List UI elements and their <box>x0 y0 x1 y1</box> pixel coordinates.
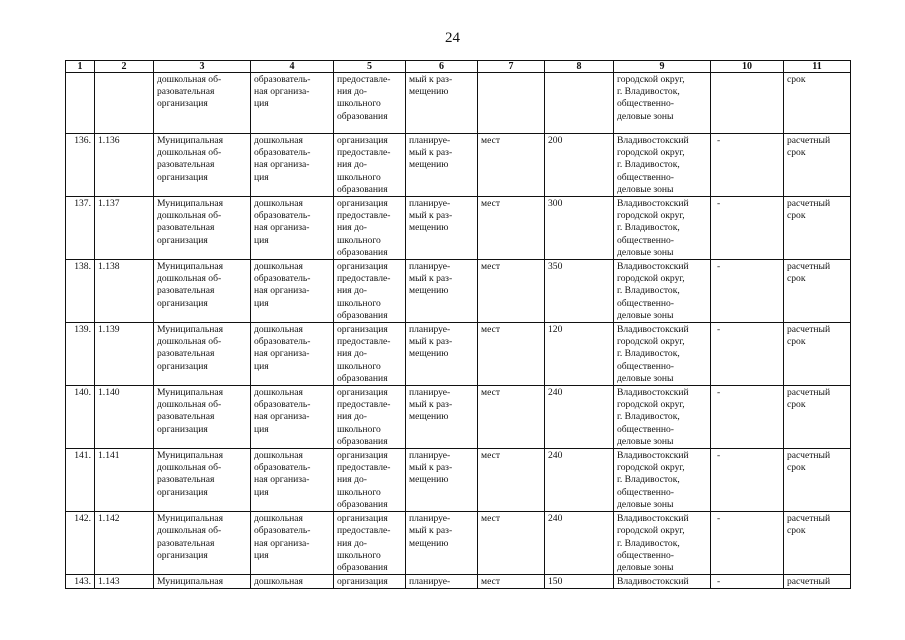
cell-zone: - <box>711 260 784 323</box>
cell-location: Владивостокский городской округ, г. Владивосток, общественно- деловые зоны <box>614 512 711 575</box>
cell-term: расчетный срок <box>784 197 851 260</box>
header-cell: 5 <box>334 61 406 73</box>
cell-location: Владивостокский городской округ, г. Владивосток, общественно- деловые зоны <box>614 449 711 512</box>
cell-name: Муниципальная дошкольная об- разовательная организация <box>154 197 251 260</box>
cell-number: 142. <box>66 512 95 575</box>
cell-name: Муниципальная дошкольная об- разовательная организация <box>154 323 251 386</box>
cell-value: 200 <box>545 134 614 197</box>
cell-location: Владивостокский городской округ, г. Владивосток, общественно- деловые зоны <box>614 323 711 386</box>
cell-location: городской округ, г. Владивосток, общественно- деловые зоны <box>614 73 711 134</box>
cell-name: дошкольная об- разовательная организация <box>154 73 251 134</box>
cell-unit: мест <box>478 134 545 197</box>
cell-id: 1.142 <box>95 512 154 575</box>
header-cell: 11 <box>784 61 851 73</box>
page-number: 24 <box>445 30 460 46</box>
cell-name: Муниципальная дошкольная об- разовательная организация <box>154 449 251 512</box>
cell-number: 139. <box>66 323 95 386</box>
header-cell: 6 <box>406 61 478 73</box>
data-table <box>65 60 851 589</box>
cell-value <box>545 73 614 134</box>
cell-type: дошкольная образователь- ная организа- ция <box>251 449 334 512</box>
cell-term: расчетный срок <box>784 449 851 512</box>
cell-unit: мест <box>478 323 545 386</box>
cell-zone: - <box>711 512 784 575</box>
cell-unit: мест <box>478 386 545 449</box>
table-row <box>66 575 851 589</box>
cell-location: Владивостокский городской округ, г. Владивосток, общественно- деловые зоны <box>614 197 711 260</box>
table-row <box>66 260 851 323</box>
cell-status: планируе- мый к раз- мещению <box>406 512 478 575</box>
cell-value: 240 <box>545 386 614 449</box>
cell-term: срок <box>784 73 851 134</box>
cell-zone: - <box>711 197 784 260</box>
cell-location: Владивостокский городской округ, г. Владивосток, общественно- деловые зоны <box>614 134 711 197</box>
cell-unit: мест <box>478 575 545 589</box>
cell-name: Муниципальная дошкольная об- разовательная организация <box>154 386 251 449</box>
cell-type: дошкольная образователь- ная организа- ция <box>251 386 334 449</box>
header-cell: 3 <box>154 61 251 73</box>
cell-purpose: организация предоставле- ния до- школьного образования <box>334 449 406 512</box>
cell-id: 1.143 <box>95 575 154 589</box>
cell-type: дошкольная образователь- ная организа- ция <box>251 260 334 323</box>
cell-zone <box>711 73 784 134</box>
cell-id: 1.136 <box>95 134 154 197</box>
cell-value: 150 <box>545 575 614 589</box>
cell-type: дошкольная образователь- ная организа- ция <box>251 134 334 197</box>
cell-unit: мест <box>478 449 545 512</box>
cell-purpose: организация <box>334 575 406 589</box>
cell-unit: мест <box>478 197 545 260</box>
header-cell: 9 <box>614 61 711 73</box>
cell-unit: мест <box>478 512 545 575</box>
cell-purpose: предоставле- ния до- школьного образования <box>334 73 406 134</box>
cell-status: планируе- <box>406 575 478 589</box>
cell-purpose: организация предоставле- ния до- школьного образования <box>334 512 406 575</box>
cell-name: Муниципальная <box>154 575 251 589</box>
cell-purpose: организация предоставле- ния до- школьного образования <box>334 323 406 386</box>
cell-type: дошкольная образователь- ная организа- ция <box>251 323 334 386</box>
table-row <box>66 386 851 449</box>
cell-term: расчетный срок <box>784 512 851 575</box>
cell-number: 138. <box>66 260 95 323</box>
cell-location: Владивостокский <box>614 575 711 589</box>
cell-status: планируе- мый к раз- мещению <box>406 323 478 386</box>
cell-zone: - <box>711 386 784 449</box>
cell-name: Муниципальная дошкольная об- разовательная организация <box>154 134 251 197</box>
cell-value: 120 <box>545 323 614 386</box>
cell-number: 137. <box>66 197 95 260</box>
cell-id <box>95 73 154 134</box>
table-row <box>66 323 851 386</box>
cell-term: расчетный срок <box>784 134 851 197</box>
cell-number <box>66 73 95 134</box>
header-cell: 1 <box>66 61 95 73</box>
header-cell: 8 <box>545 61 614 73</box>
cell-purpose: организация предоставле- ния до- школьного образования <box>334 134 406 197</box>
cell-number: 143. <box>66 575 95 589</box>
cell-location: Владивостокский городской округ, г. Владивосток, общественно- деловые зоны <box>614 386 711 449</box>
cell-name: Муниципальная дошкольная об- разовательная организация <box>154 260 251 323</box>
cell-type: дошкольная <box>251 575 334 589</box>
cell-value: 240 <box>545 449 614 512</box>
header-cell: 4 <box>251 61 334 73</box>
cell-type: дошкольная образователь- ная организа- ция <box>251 197 334 260</box>
cell-status: планируе- мый к раз- мещению <box>406 197 478 260</box>
cell-unit: мест <box>478 260 545 323</box>
cell-value: 350 <box>545 260 614 323</box>
cell-term: расчетный срок <box>784 260 851 323</box>
table-row <box>66 512 851 575</box>
cell-status: планируе- мый к раз- мещению <box>406 134 478 197</box>
cell-purpose: организация предоставле- ния до- школьного образования <box>334 260 406 323</box>
cell-id: 1.140 <box>95 386 154 449</box>
header-row <box>66 61 851 73</box>
cell-purpose: организация предоставле- ния до- школьного образования <box>334 197 406 260</box>
cell-status: планируе- мый к раз- мещению <box>406 386 478 449</box>
cell-term: расчетный срок <box>784 386 851 449</box>
header-cell: 10 <box>711 61 784 73</box>
cell-type: дошкольная образователь- ная организа- ция <box>251 512 334 575</box>
cell-number: 141. <box>66 449 95 512</box>
table-row-continued <box>66 73 851 134</box>
cell-purpose: организация предоставле- ния до- школьного образования <box>334 386 406 449</box>
cell-id: 1.137 <box>95 197 154 260</box>
cell-id: 1.141 <box>95 449 154 512</box>
cell-term: расчетный <box>784 575 851 589</box>
header-cell: 7 <box>478 61 545 73</box>
cell-zone: - <box>711 134 784 197</box>
cell-status: планируе- мый к раз- мещению <box>406 449 478 512</box>
cell-id: 1.139 <box>95 323 154 386</box>
table-row <box>66 449 851 512</box>
cell-number: 136. <box>66 134 95 197</box>
cell-unit <box>478 73 545 134</box>
cell-status: планируе- мый к раз- мещению <box>406 260 478 323</box>
cell-id: 1.138 <box>95 260 154 323</box>
cell-location: Владивостокский городской округ, г. Владивосток, общественно- деловые зоны <box>614 260 711 323</box>
cell-zone: - <box>711 449 784 512</box>
cell-name: Муниципальная дошкольная об- разовательная организация <box>154 512 251 575</box>
table-row <box>66 197 851 260</box>
cell-number: 140. <box>66 386 95 449</box>
cell-zone: - <box>711 575 784 589</box>
cell-value: 300 <box>545 197 614 260</box>
cell-value: 240 <box>545 512 614 575</box>
cell-type: образователь- ная организа- ция <box>251 73 334 134</box>
cell-status: мый к раз- мещению <box>406 73 478 134</box>
cell-term: расчетный срок <box>784 323 851 386</box>
table-row <box>66 134 851 197</box>
cell-zone: - <box>711 323 784 386</box>
header-cell: 2 <box>95 61 154 73</box>
